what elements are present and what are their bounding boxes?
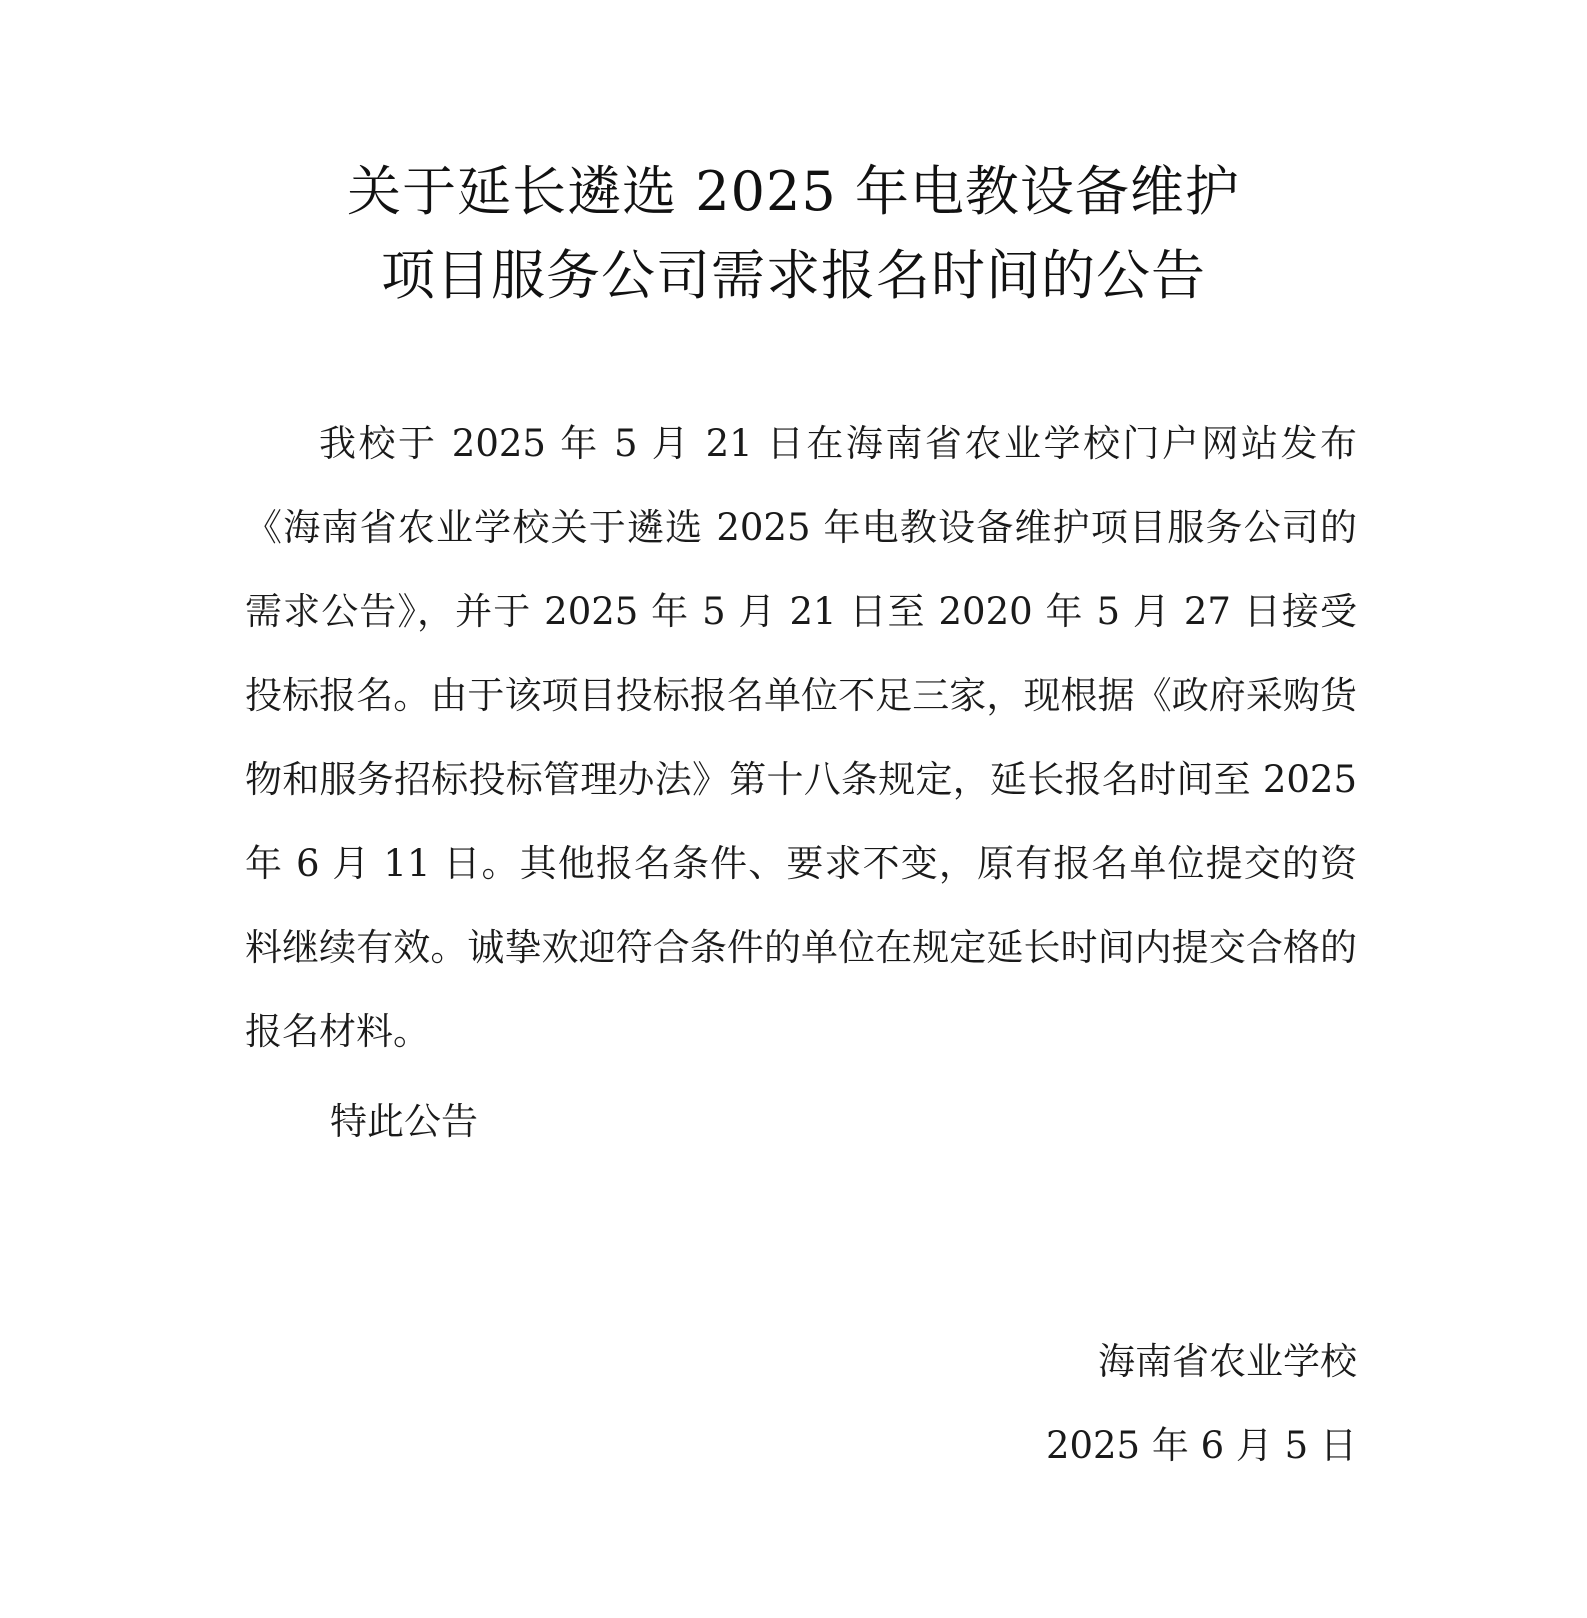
title-line-1: 关于延长遴选 2025 年电教设备维护 — [347, 160, 1240, 223]
signature-date: 2025 年 6 月 5 日 — [1045, 1424, 1357, 1467]
title-line-2: 项目服务公司需求报名时间的公告 — [381, 244, 1206, 307]
announcement-body: 我校于 2025 年 5 月 21 日在海南省农业学校门户网站发布《海南省农业学校关于遴选 2025 年电教设备维护项目服务公司的需求公告》，并于 2025 年 5 月 21 日至 2020 年 5 月 27 日接受投标报名。由于该项目投标报名单位不足三家，现根据《政府采购货物和服务招标投标管理办法》第十八条规定，延长报名时间至 2025 年 6 月 11 日。其他报名条件、要求不变，原有报名单位提交的资料继续有效。诚挚欢迎符合条件的单位在规定延长时间内提交合格的报名材料。 — [245, 422, 1357, 1053]
signature-organization: 海南省农业学校 — [1098, 1340, 1357, 1383]
closing-phrase: 特此公告 — [330, 1100, 478, 1143]
document-title — [0, 150, 1587, 318]
signature-block — [1046, 1320, 1357, 1488]
